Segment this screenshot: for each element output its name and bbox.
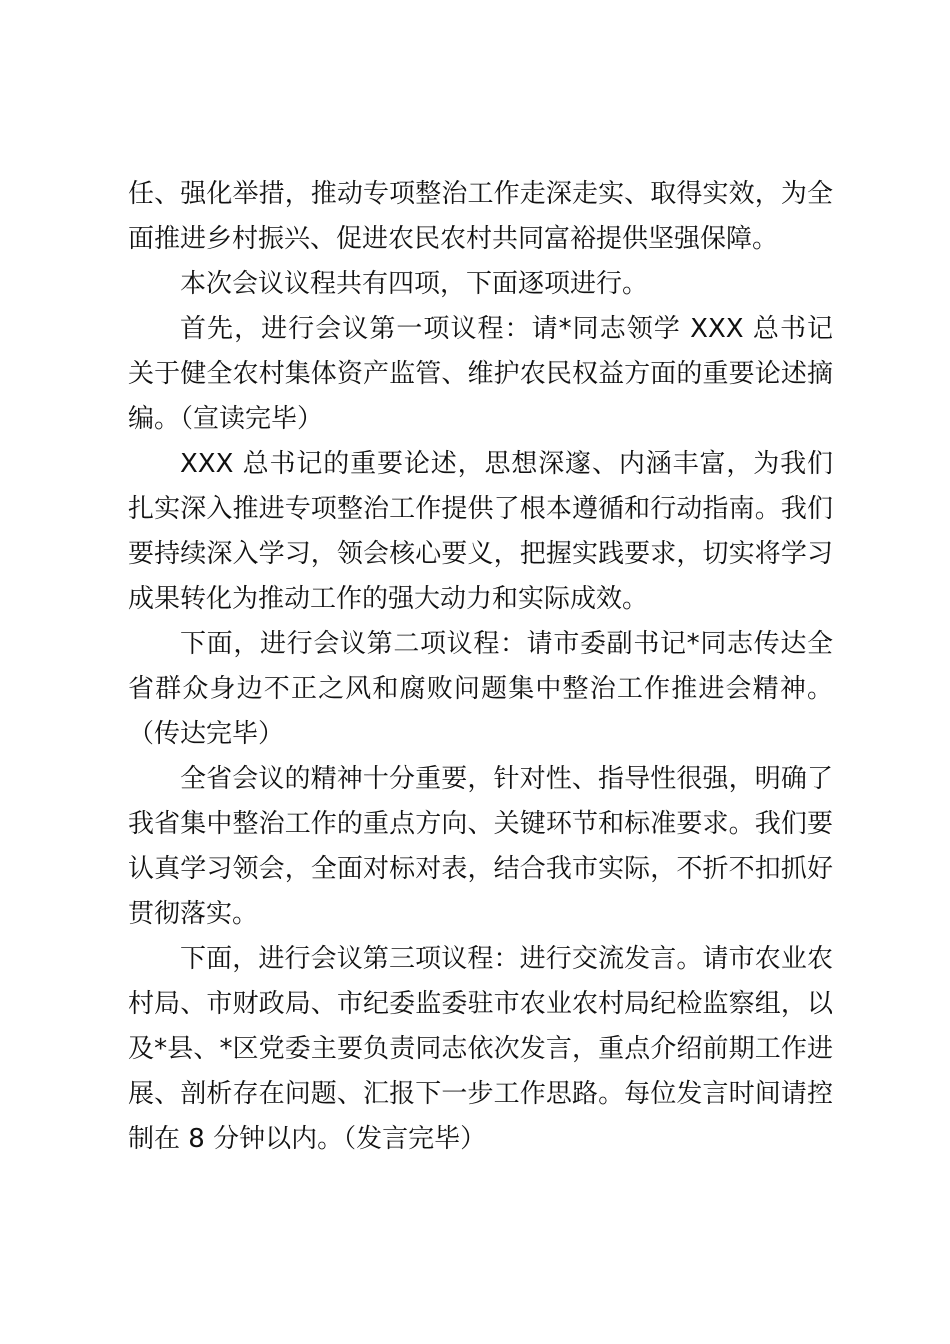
paragraph-agenda-item-1: 首先，进行会议第一项议程：请*同志领学 XXX 总书记关于健全农村集体资产监管、维护农民权益方面的重要论述摘编。（宣读完毕） (128, 314, 833, 434)
paragraph-agenda-overview: 本次会议议程共有四项，下面逐项进行。 (180, 269, 649, 299)
document-body (128, 172, 833, 1162)
paragraph-agenda-item-2-comment: 全省会议的精神十分重要，针对性、指导性很强，明确了我省集中整治工作的重点方向、关键环节和标准要求。我们要认真学习领会，全面对标对表，结合我市实际，不折不扣抓好贯彻落实。 (128, 764, 833, 929)
paragraph-continuation: 任、强化举措，推动专项整治工作走深走实、取得实效，为全面推进乡村振兴、促进农民农村共同富裕提供坚强保障。 (128, 179, 833, 254)
paragraph-agenda-item-2: 下面，进行会议第二项议程：请市委副书记*同志传达全省群众身边不正之风和腐败问题集中整治工作推进会精神。（传达完毕） (128, 629, 833, 749)
paragraph-agenda-item-1-comment: XXX 总书记的重要论述，思想深邃、内涵丰富，为我们扎实深入推进专项整治工作提供了根本遵循和行动指南。我们要持续深入学习，领会核心要义，把握实践要求，切实将学习成果转化为推动工作的强大动力和实际成效。 (128, 449, 833, 614)
paragraph-agenda-item-3: 下面，进行会议第三项议程：进行交流发言。请市农业农村局、市财政局、市纪委监委驻市农业农村局纪检监察组，以及*县、*区党委主要负责同志依次发言，重点介绍前期工作进展、剖析存在问题、汇报下一步工作思路。每位发言时间请控制在 8 分钟以内。（发言完毕） (128, 944, 833, 1154)
